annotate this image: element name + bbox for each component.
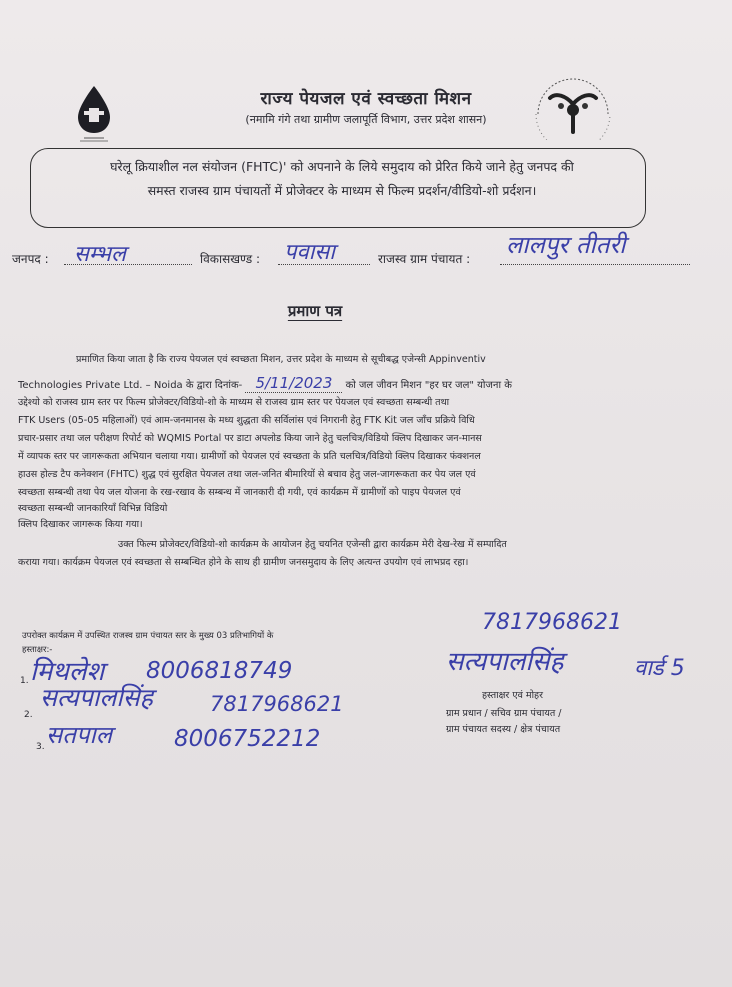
attendees-intro-2: हस्ताक्षर:- [22,645,53,655]
body-para2-line-2: कराया गया। कार्यक्रम पेयजल एवं स्वच्छता से सम्बन्धित होने के साथ ही ग्रामीण जनसमुदाय के लिए अत्यन्त उपयोग एवं लाभप्रद रहा। [18,557,469,568]
program-date: 5/11/2023 [245,374,342,393]
body-line-3: उद्देश्यो को राजस्व ग्राम स्तर पर फिल्म प्रोजेक्टर/विडियो-शो के माध्यम से राजस्व ग्राम स्तर पर पेयजल एवं स्वच्छता सम्बन्धी तथा [18,397,450,408]
attendee-1-num: 1. [20,676,29,686]
body-line-2 [18,376,664,391]
body-line-2b: को जल जीवन मिशन "हर घर जल" योजना के [345,380,512,391]
attendee-2-num: 2. [24,710,33,720]
attendee-1-name: मिथलेश [30,657,105,687]
body-line-7: हाउस होल्ड टैप कनेक्शन (FHTC) शुद्ध एवं सुरक्षित पेयजल तथा जल-जनित बीमारियों से बचाव हेतु जल-जागरूकता कर पेय जल एवं [18,469,476,480]
body-line-2a: Technologies Private Ltd. – Noida के द्वारा दिनांक- [18,380,243,391]
document-title: प्रमाण पत्र [287,302,343,320]
attendee-3-phone: 8006752212 [174,726,321,752]
attendee-3-num: 3. [36,742,45,752]
body-line-1: प्रमाणित किया जाता है कि राज्य पेयजल एवं स्वच्छता मिशन, उत्तर प्रदेश के माध्यम से सूचीबद्ध एजेन्सी Appinventiv [76,354,486,365]
attendee-1-phone: 8006818749 [146,658,293,684]
block-label: विकासखण्ड : [200,252,261,266]
body-para2-line-1: उक्त फिल्म प्रोजेक्टर/विडियो-शो कार्यक्रम के आयोजन हेतु चयनित एजेन्सी द्वारा कार्यक्रम मेरी देख-रेख में सम्पादित [118,539,507,550]
signatory-phone: 7817968621 [482,610,622,635]
signature-label: हस्ताक्षर एवं मोहर [482,690,543,701]
signatory-ward: वार्ड 5 [634,656,685,681]
attendee-3-name: सतपाल [46,721,113,749]
signatory-name: सत्यपालसिंह [446,647,564,677]
body-line-8: स्वच्छता सम्बन्धी तथा पेय जल योजना के रख-रखाव के सम्बन्ध में जानकारी दी गयी, एवं कार्यक्रम में ग्रामीणों को पाइप पेयजल एवं [18,487,461,498]
block-value: पवासा [284,240,335,265]
subject-line-1: घरेलू क्रियाशील नल संयोजन (FHTC)' को अपनाने के लिये समुदाय को प्रेरित किये जाने हेतु जनपद की [110,159,574,174]
body-line-9: स्वच्छता सम्बन्धी जानकारियाँ विभिन्न विडियो [18,503,168,514]
attendee-2-name: सत्यपालसिंह [40,683,153,712]
body-line-10: क्लिप दिखाकर जागरूक किया गया। [18,519,143,530]
signatory-role-1: ग्राम प्रधान / सचिव ग्राम पंचायत / [446,708,562,719]
district-label: जनपद : [12,252,49,266]
panchayat-line [500,264,690,265]
body-line-4: FTK Users (05-05 महिलाओं) एवं आम-जनमानस के मध्य शुद्धता की सर्विलांस एवं निगरानी हेतु FTK Kit जल जाँच प्रक्रिये विधि [18,415,475,426]
subject-line-2: समस्त राजस्व ग्राम पंचायतों में प्रोजेक्टर के माध्यम से फिल्म प्रदर्शन/वीडियो-शो प्रर्दशन। [147,183,537,198]
signatory-role-2: ग्राम पंचायत सदस्य / क्षेत्र पंचायत [446,724,561,735]
panchayat-label: राजस्व ग्राम पंचायत : [378,252,471,266]
attendees-intro: उपरोक्त कार्यक्रम में उपस्थित राजस्व ग्राम पंचायत स्तर के मुख्य 03 प्रतिभागियों के [22,631,274,641]
header-title: राज्य पेयजल एवं स्वच्छता मिशन [260,89,472,109]
body-line-5: प्रचार-प्रसार तथा जल परीक्षण रिपोर्ट को WQMIS Portal पर डाटा अपलोड किया जाने हेतु चलचित्र/विडियो क्लिप दिखाकर जन-मानस [18,433,482,444]
district-value: सम्भल [74,242,126,267]
attendee-2-phone: 7817968621 [210,692,344,716]
body-line-6: में व्यापक स्तर पर जागरूकता अभियान चलाया गया। ग्रामीणों को पेयजल एवं स्वच्छता के प्रति चलचित्र/विडियो क्लिप दिखाकर फंक्शनल [18,451,481,462]
header-subtitle: (नमामि गंगे तथा ग्रामीण जलापूर्ति विभाग, उत्तर प्रदेश शासन) [245,113,487,126]
panchayat-value: लालपुर तीतरी [506,231,626,259]
